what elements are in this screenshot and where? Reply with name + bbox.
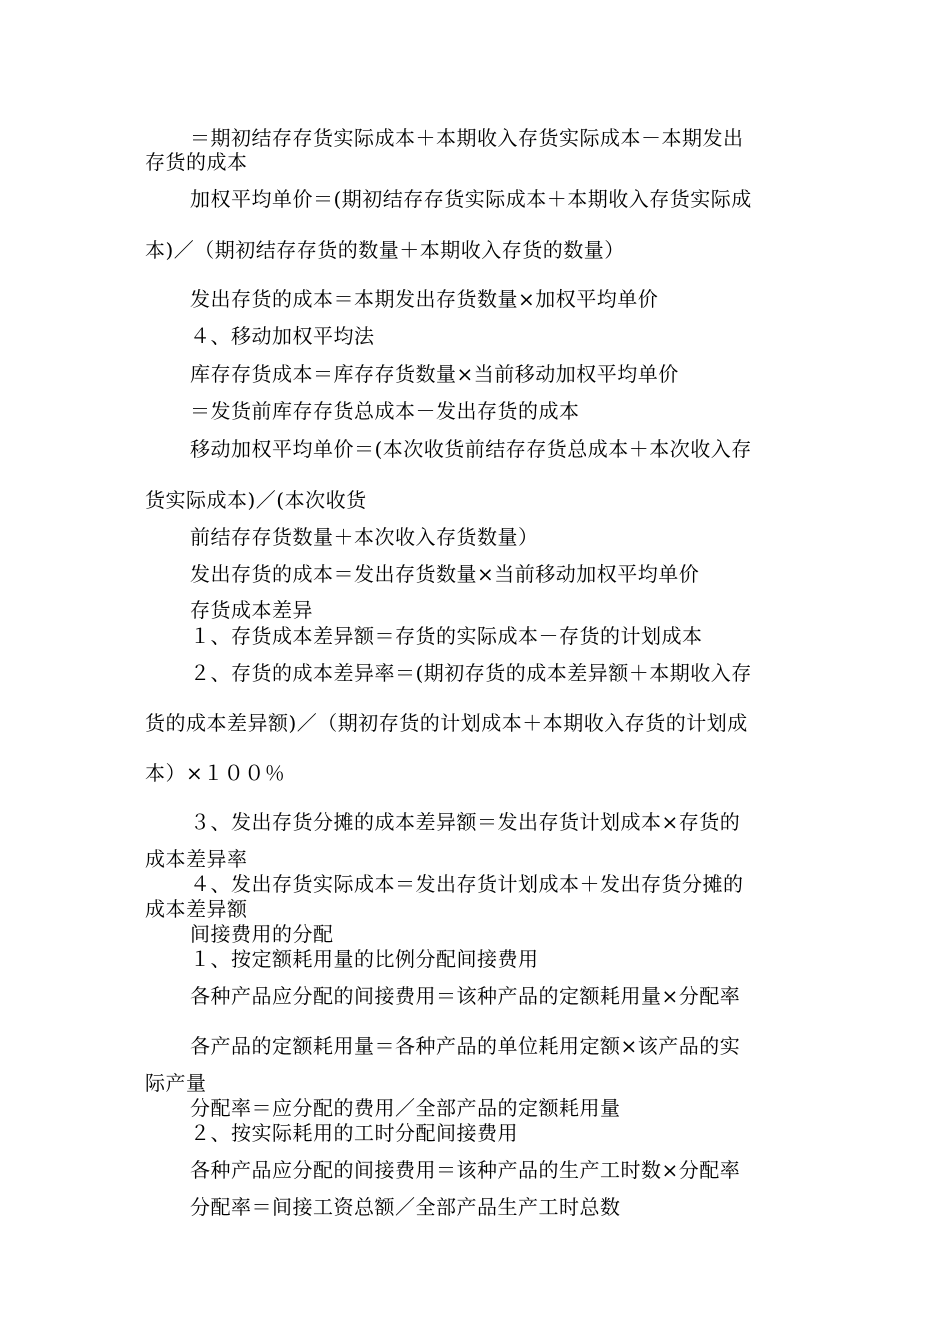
text-line: 成本差异额 [145, 897, 248, 921]
section-heading: 间接费用的分配 [190, 922, 334, 946]
text-line: ２、按实际耗用的工时分配间接费用 [190, 1121, 518, 1145]
text-line: 加权平均单价＝(期初结存存货实际成本＋本期收入存货实际成 [190, 187, 752, 211]
text-line: 移动加权平均单价＝(本次收货前结存存货总成本＋本次收入存 [190, 437, 752, 461]
text-line: 存货的成本 [145, 150, 248, 174]
text-line: 发出存货的成本＝本期发出存货数量×加权平均单价 [190, 287, 659, 311]
text-line: 库存存货成本＝库存存货数量×当前移动加权平均单价 [190, 362, 679, 386]
text-line: ３、发出存货分摊的成本差异额＝发出存货计划成本×存货的 [190, 810, 741, 834]
text-line: ２、存货的成本差异率＝(期初存货的成本差异额＋本期收入存 [190, 661, 752, 685]
text-line: 各产品的定额耗用量＝各种产品的单位耗用定额×该产品的实 [190, 1034, 741, 1058]
text-line: 成本差异率 [145, 847, 248, 871]
text-line: 前结存存货数量＋本次收入存货数量） [190, 525, 539, 549]
text-line: 货的成本差异额)／（期初存货的计划成本＋本期收入存货的计划成 [145, 711, 748, 735]
text-line: １、存货成本差异额＝存货的实际成本－存货的计划成本 [190, 624, 703, 648]
text-line: 各种产品应分配的间接费用＝该种产品的定额耗用量×分配率 [190, 984, 741, 1008]
text-line: 各种产品应分配的间接费用＝该种产品的生产工时数×分配率 [190, 1158, 741, 1182]
text-line: 货实际成本)／(本次收货 [145, 488, 367, 512]
text-line: ＝发货前库存存货总成本－发出存货的成本 [190, 399, 580, 423]
text-line: ４、发出存货实际成本＝发出存货计划成本＋发出存货分摊的 [190, 872, 744, 896]
text-line: ＝期初结存存货实际成本＋本期收入存货实际成本－本期发出 [190, 126, 744, 150]
section-heading: ４、移动加权平均法 [190, 324, 375, 348]
text-line: 发出存货的成本＝发出存货数量×当前移动加权平均单价 [190, 562, 700, 586]
text-line: 本)／（期初结存存货的数量＋本期收入存货的数量） [145, 238, 625, 262]
text-line: １、按定额耗用量的比例分配间接费用 [190, 947, 539, 971]
text-line: 分配率＝间接工资总额／全部产品生产工时总数 [190, 1195, 621, 1219]
section-heading: 存货成本差异 [190, 598, 313, 622]
text-line: 际产量 [145, 1071, 207, 1095]
text-line: 分配率＝应分配的费用／全部产品的定额耗用量 [190, 1096, 621, 1120]
text-line: 本）×１００％ [145, 761, 286, 785]
